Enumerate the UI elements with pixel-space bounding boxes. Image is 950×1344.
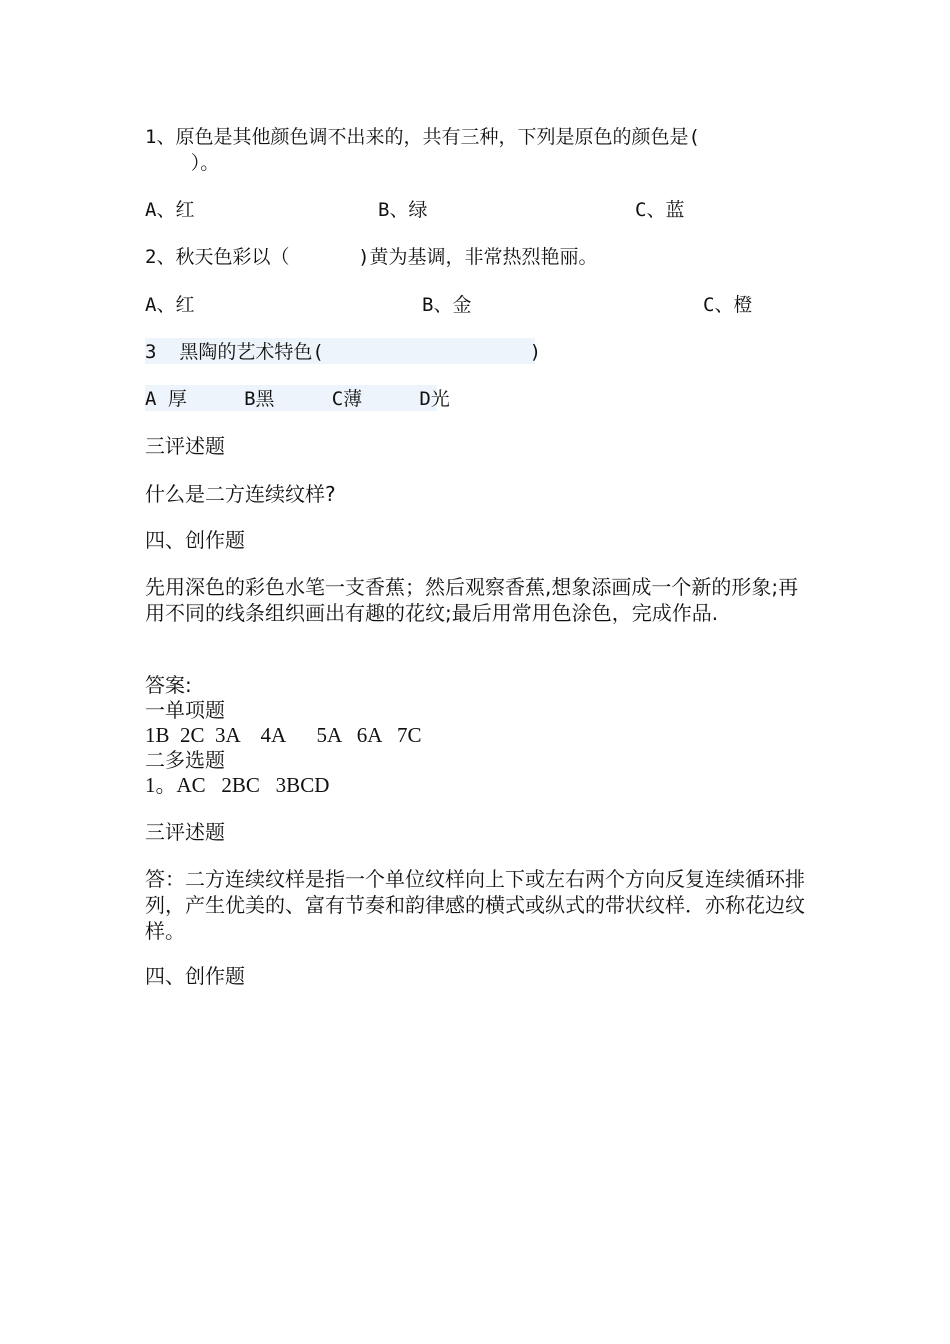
answers-single-title: 一单项题 bbox=[145, 698, 225, 722]
question-2-option-a: A、红 bbox=[145, 294, 195, 316]
section-4-title: 四、创作题 bbox=[145, 528, 245, 552]
answers-multi: 1。AC 2BC 3BCD bbox=[145, 773, 330, 797]
question-1-text-continued: ）。 bbox=[145, 152, 220, 174]
question-1-option-b: B、绿 bbox=[378, 199, 428, 221]
question-3-options: A 厚 B黑 C薄 D光 bbox=[145, 388, 450, 410]
question-2-option-b: B、金 bbox=[422, 294, 472, 316]
section-4-text: 先用深色的彩色水笔一支香蕉；然后观察香蕉,想象添画成一个新的形象;再用不同的线条组织画出有趣的花纹;最后用常用色涂色，完成作品. bbox=[145, 575, 799, 625]
answers-section-3-title: 三评述题 bbox=[145, 820, 225, 844]
question-2-option-c: C、橙 bbox=[703, 294, 753, 316]
question-2-text: 2、秋天色彩以（ )黄为基调，非常热烈艳丽。 bbox=[145, 246, 598, 268]
question-1-option-c: C、蓝 bbox=[635, 199, 685, 221]
answers-multi-title: 二多选题 bbox=[145, 748, 225, 772]
question-3-text: 3 黑陶的艺术特色( ) bbox=[145, 341, 542, 363]
section-3-question: 什么是二方连续纹样? bbox=[145, 482, 336, 506]
answers-title: 答案: bbox=[145, 673, 192, 697]
answers-section-3-text: 答：二方连续纹样是指一个单位纹样向上下或左右两个方向反复连续循环排列，产生优美的、富有节奏和韵律感的横式或纵式的带状纹样．亦称花边纹样。 bbox=[145, 867, 805, 943]
question-1-text: 1、原色是其他颜色调不出来的，共有三种，下列是原色的颜色是( bbox=[145, 126, 700, 148]
section-3-title: 三评述题 bbox=[145, 434, 225, 458]
answers-single: 1B 2C 3A 4A 5A 6A 7C bbox=[145, 723, 422, 747]
answers-section-4-title: 四、创作题 bbox=[145, 964, 245, 988]
question-1-option-a: A、红 bbox=[145, 199, 195, 221]
